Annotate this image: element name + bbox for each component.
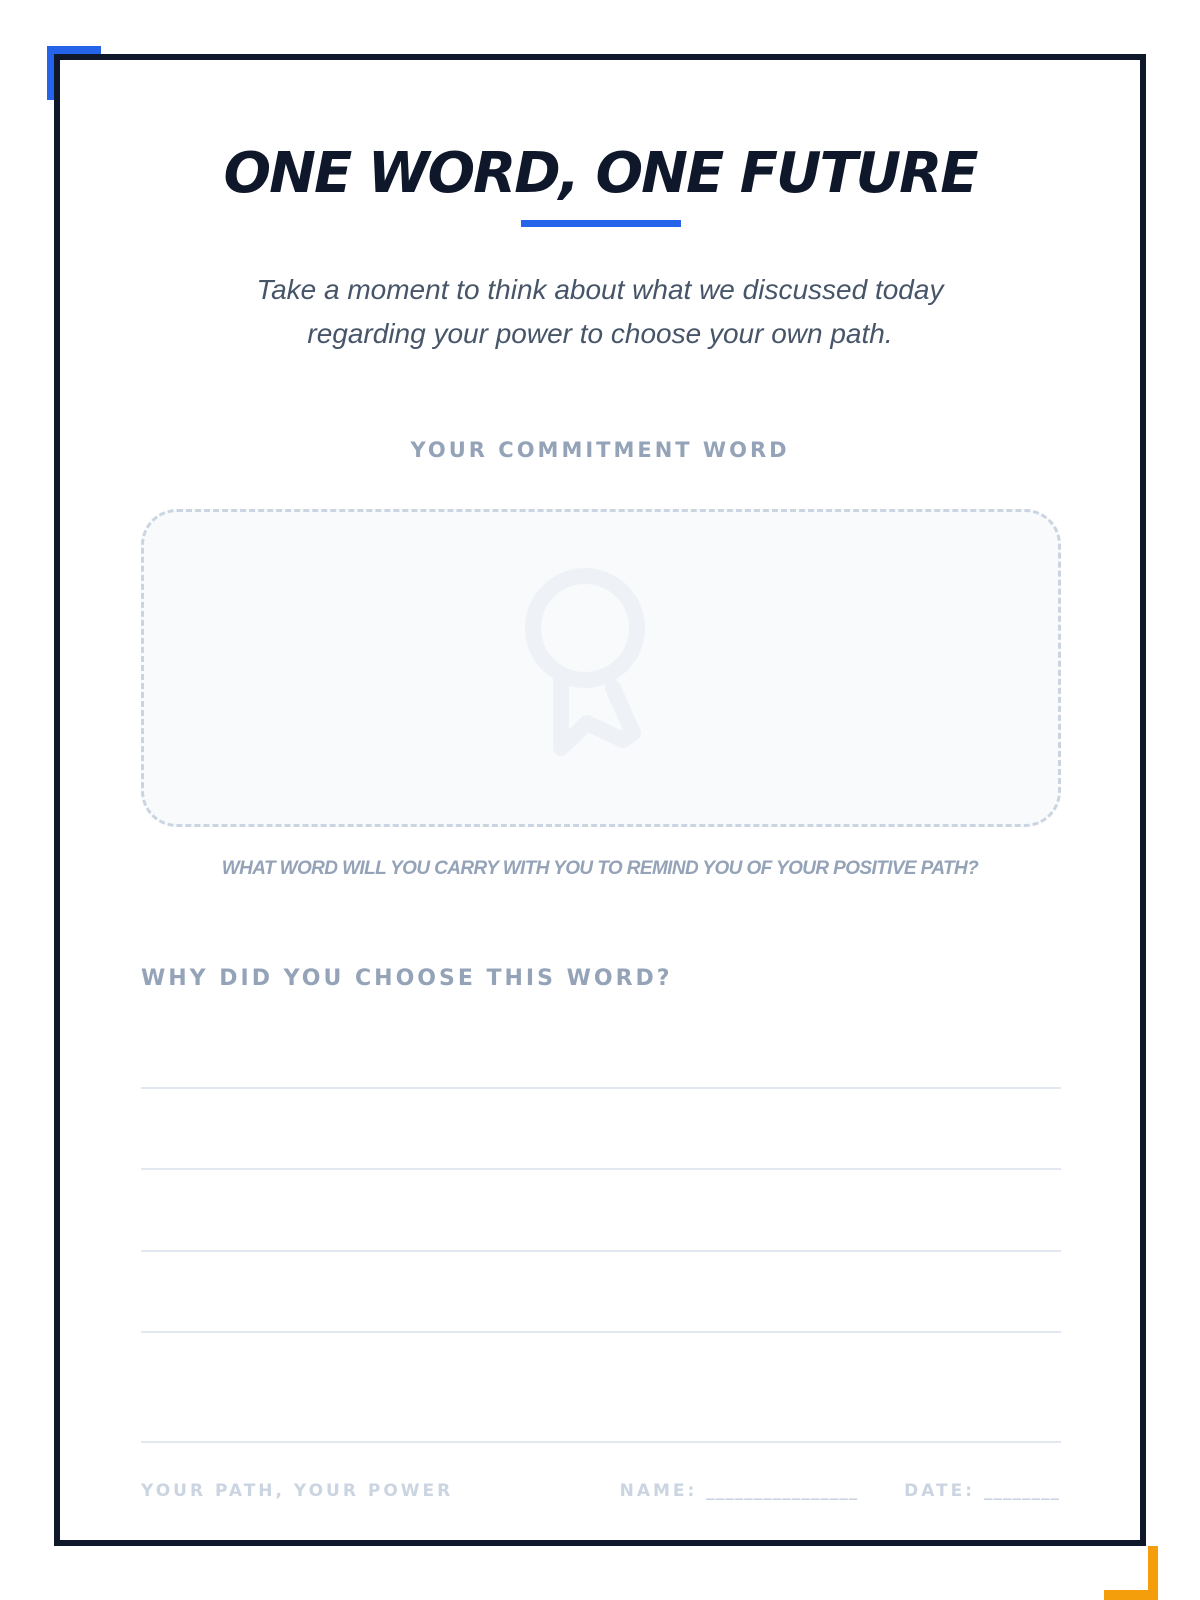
intro-line: regarding your power to choose your own path.: [307, 318, 893, 349]
intro-line: Take a moment to think about what we discussed today: [256, 274, 944, 305]
date-label: DATE:: [904, 1481, 976, 1501]
date-field[interactable]: ________: [984, 1481, 1060, 1501]
title-underline: [521, 220, 681, 227]
footer-motto: YOUR PATH, YOUR POWER: [141, 1481, 454, 1501]
award-ribbon-icon: [525, 568, 675, 778]
writing-line[interactable]: [141, 1441, 1061, 1443]
footer-fields: [620, 1481, 1060, 1501]
corner-accent-orange: [1148, 1546, 1158, 1600]
intro-text: [200, 268, 1000, 356]
commitment-word-label: YOUR COMMITMENT WORD: [410, 438, 790, 462]
writing-line[interactable]: [141, 1168, 1061, 1170]
page-title: ONE WORD, ONE FUTURE: [223, 141, 977, 206]
writing-line[interactable]: [141, 1250, 1061, 1252]
name-label: NAME:: [619, 1481, 698, 1501]
writing-line[interactable]: [141, 1331, 1061, 1333]
writing-line[interactable]: [141, 1087, 1061, 1089]
why-label: WHY DID YOU CHOOSE THIS WORD?: [141, 966, 673, 991]
commitment-hint: WHAT WORD WILL YOU CARRY WITH YOU TO REMIND YOU OF YOUR POSITIVE PATH?: [221, 858, 979, 879]
name-field[interactable]: ________________: [706, 1481, 859, 1501]
